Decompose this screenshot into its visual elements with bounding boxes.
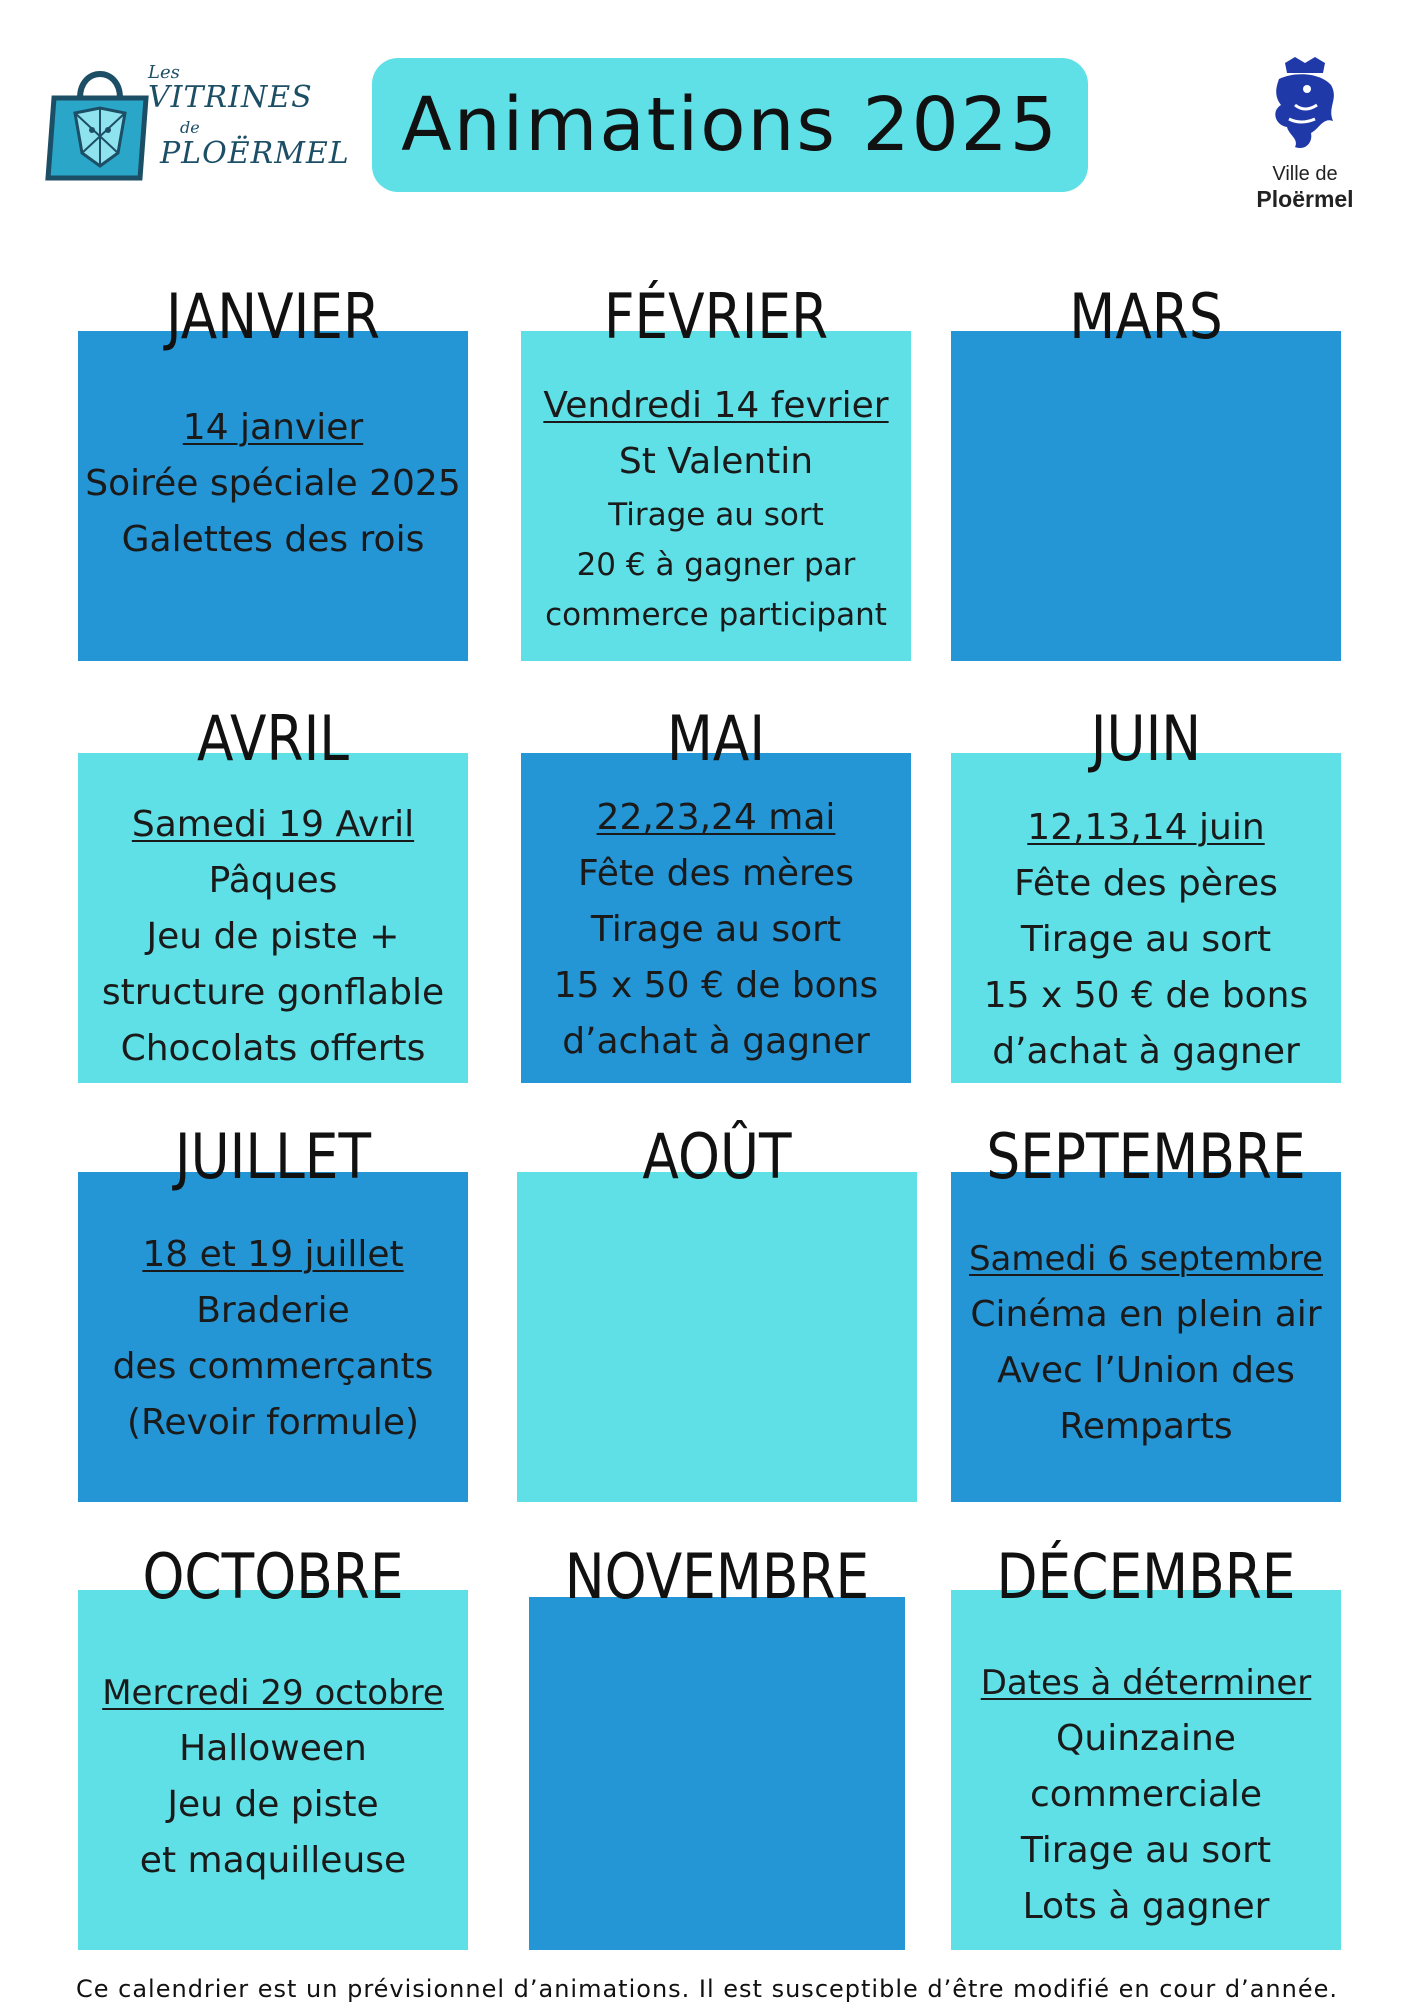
month-title-novembre: NOVEMBRE xyxy=(564,1540,870,1613)
month-title-decembre: DÉCEMBRE xyxy=(996,1540,1296,1613)
logo-text-vitrines: VITRINES xyxy=(148,80,313,115)
footer-disclaimer: Ce calendrier est un prévisionnel d’animations. Il est susceptible d’être modifié en cour d’année. xyxy=(76,1975,1338,2003)
month-content-decembre xyxy=(951,1655,1341,1935)
month-title-janvier: JANVIER xyxy=(165,280,381,353)
logo-text-les: Les xyxy=(148,62,180,83)
event-line: Halloween xyxy=(179,1728,367,1769)
month-title-fevrier: FÉVRIER xyxy=(603,280,829,353)
lion-crest-icon xyxy=(1265,55,1345,155)
event-line: Jeu de piste xyxy=(167,1784,379,1825)
event-line: Fête des mères xyxy=(578,853,854,894)
month-box-aout xyxy=(517,1172,917,1502)
event-line: Lots à gagner xyxy=(1022,1886,1270,1927)
month-title-aout: AOÛT xyxy=(642,1120,792,1193)
month-title-juin: JUIN xyxy=(1090,702,1202,775)
event-date: Vendredi 14 fevrier xyxy=(543,385,889,426)
month-content-juillet xyxy=(78,1227,468,1451)
month-content-juin xyxy=(951,800,1341,1080)
event-line: Chocolats offerts xyxy=(120,1028,426,1069)
logo-text-ploermel-city: Ploërmel xyxy=(1256,186,1354,212)
month-title-avril: AVRIL xyxy=(196,702,350,775)
event-line: commerce participant xyxy=(545,597,887,633)
event-line: Tirage au sort xyxy=(1020,919,1272,960)
event-line: 15 x 50 € de bons xyxy=(983,975,1309,1016)
month-title-septembre: SEPTEMBRE xyxy=(986,1120,1306,1193)
event-date: Dates à déterminer xyxy=(980,1663,1312,1703)
ville-de-ploermel-logo xyxy=(1250,55,1360,230)
event-line: 20 € à gagner par xyxy=(576,547,856,583)
month-title-mars: MARS xyxy=(1069,280,1223,353)
event-line: d’achat à gagner xyxy=(992,1031,1300,1072)
event-date: 12,13,14 juin xyxy=(1027,807,1265,848)
event-line: Jeu de piste + xyxy=(146,916,400,957)
event-date: Mercredi 29 octobre xyxy=(102,1673,444,1713)
logo-text-de: de xyxy=(180,118,200,137)
event-line: commerciale xyxy=(1029,1774,1263,1815)
event-line: (Revoir formule) xyxy=(126,1402,420,1443)
event-line: Pâques xyxy=(208,860,338,901)
event-line: Cinéma en plein air xyxy=(970,1294,1322,1335)
month-content-septembre xyxy=(951,1231,1341,1455)
event-line: Soirée spéciale 2025 xyxy=(85,463,461,504)
event-line: Avec l’Union des xyxy=(997,1350,1295,1391)
event-line: St Valentin xyxy=(618,441,814,482)
month-content-janvier xyxy=(78,400,468,568)
page-title: Animations 2025 xyxy=(401,82,1059,168)
month-box-mars xyxy=(951,331,1341,661)
event-line: d’achat à gagner xyxy=(562,1021,870,1062)
event-line: Fête des pères xyxy=(1014,863,1278,904)
event-line: Tirage au sort xyxy=(590,909,842,950)
logo-text-ville-de: Ville de xyxy=(1272,163,1338,185)
month-box-novembre xyxy=(529,1597,905,1950)
title-banner xyxy=(372,58,1088,192)
event-line: et maquilleuse xyxy=(139,1840,407,1881)
event-date: Samedi 19 Avril xyxy=(131,804,415,845)
event-line: Quinzaine xyxy=(1056,1718,1236,1759)
event-line: Galettes des rois xyxy=(121,519,425,560)
event-line: 15 x 50 € de bons xyxy=(553,965,879,1006)
month-content-mai xyxy=(521,790,911,1070)
event-line: Tirage au sort xyxy=(1020,1830,1272,1871)
month-title-juillet: JUILLET xyxy=(174,1120,372,1193)
event-date: 22,23,24 mai xyxy=(596,797,836,838)
event-line: structure gonflable xyxy=(101,972,445,1013)
month-title-octobre: OCTOBRE xyxy=(142,1540,404,1613)
event-date: 18 et 19 juillet xyxy=(142,1234,404,1275)
event-line: Braderie xyxy=(196,1290,350,1331)
event-line: Tirage au sort xyxy=(608,497,824,533)
les-vitrines-de-ploermel-logo xyxy=(40,58,350,188)
month-title-mai: MAI xyxy=(666,702,766,775)
event-date: 14 janvier xyxy=(182,407,364,448)
event-date: Samedi 6 septembre xyxy=(968,1239,1324,1279)
month-content-avril xyxy=(78,797,468,1077)
month-content-fevrier xyxy=(521,378,911,640)
event-line: Remparts xyxy=(1059,1406,1233,1447)
logo-text-ploermel: PLOËRMEL xyxy=(160,136,350,171)
month-content-octobre xyxy=(78,1665,468,1889)
event-line: des commerçants xyxy=(112,1346,434,1387)
